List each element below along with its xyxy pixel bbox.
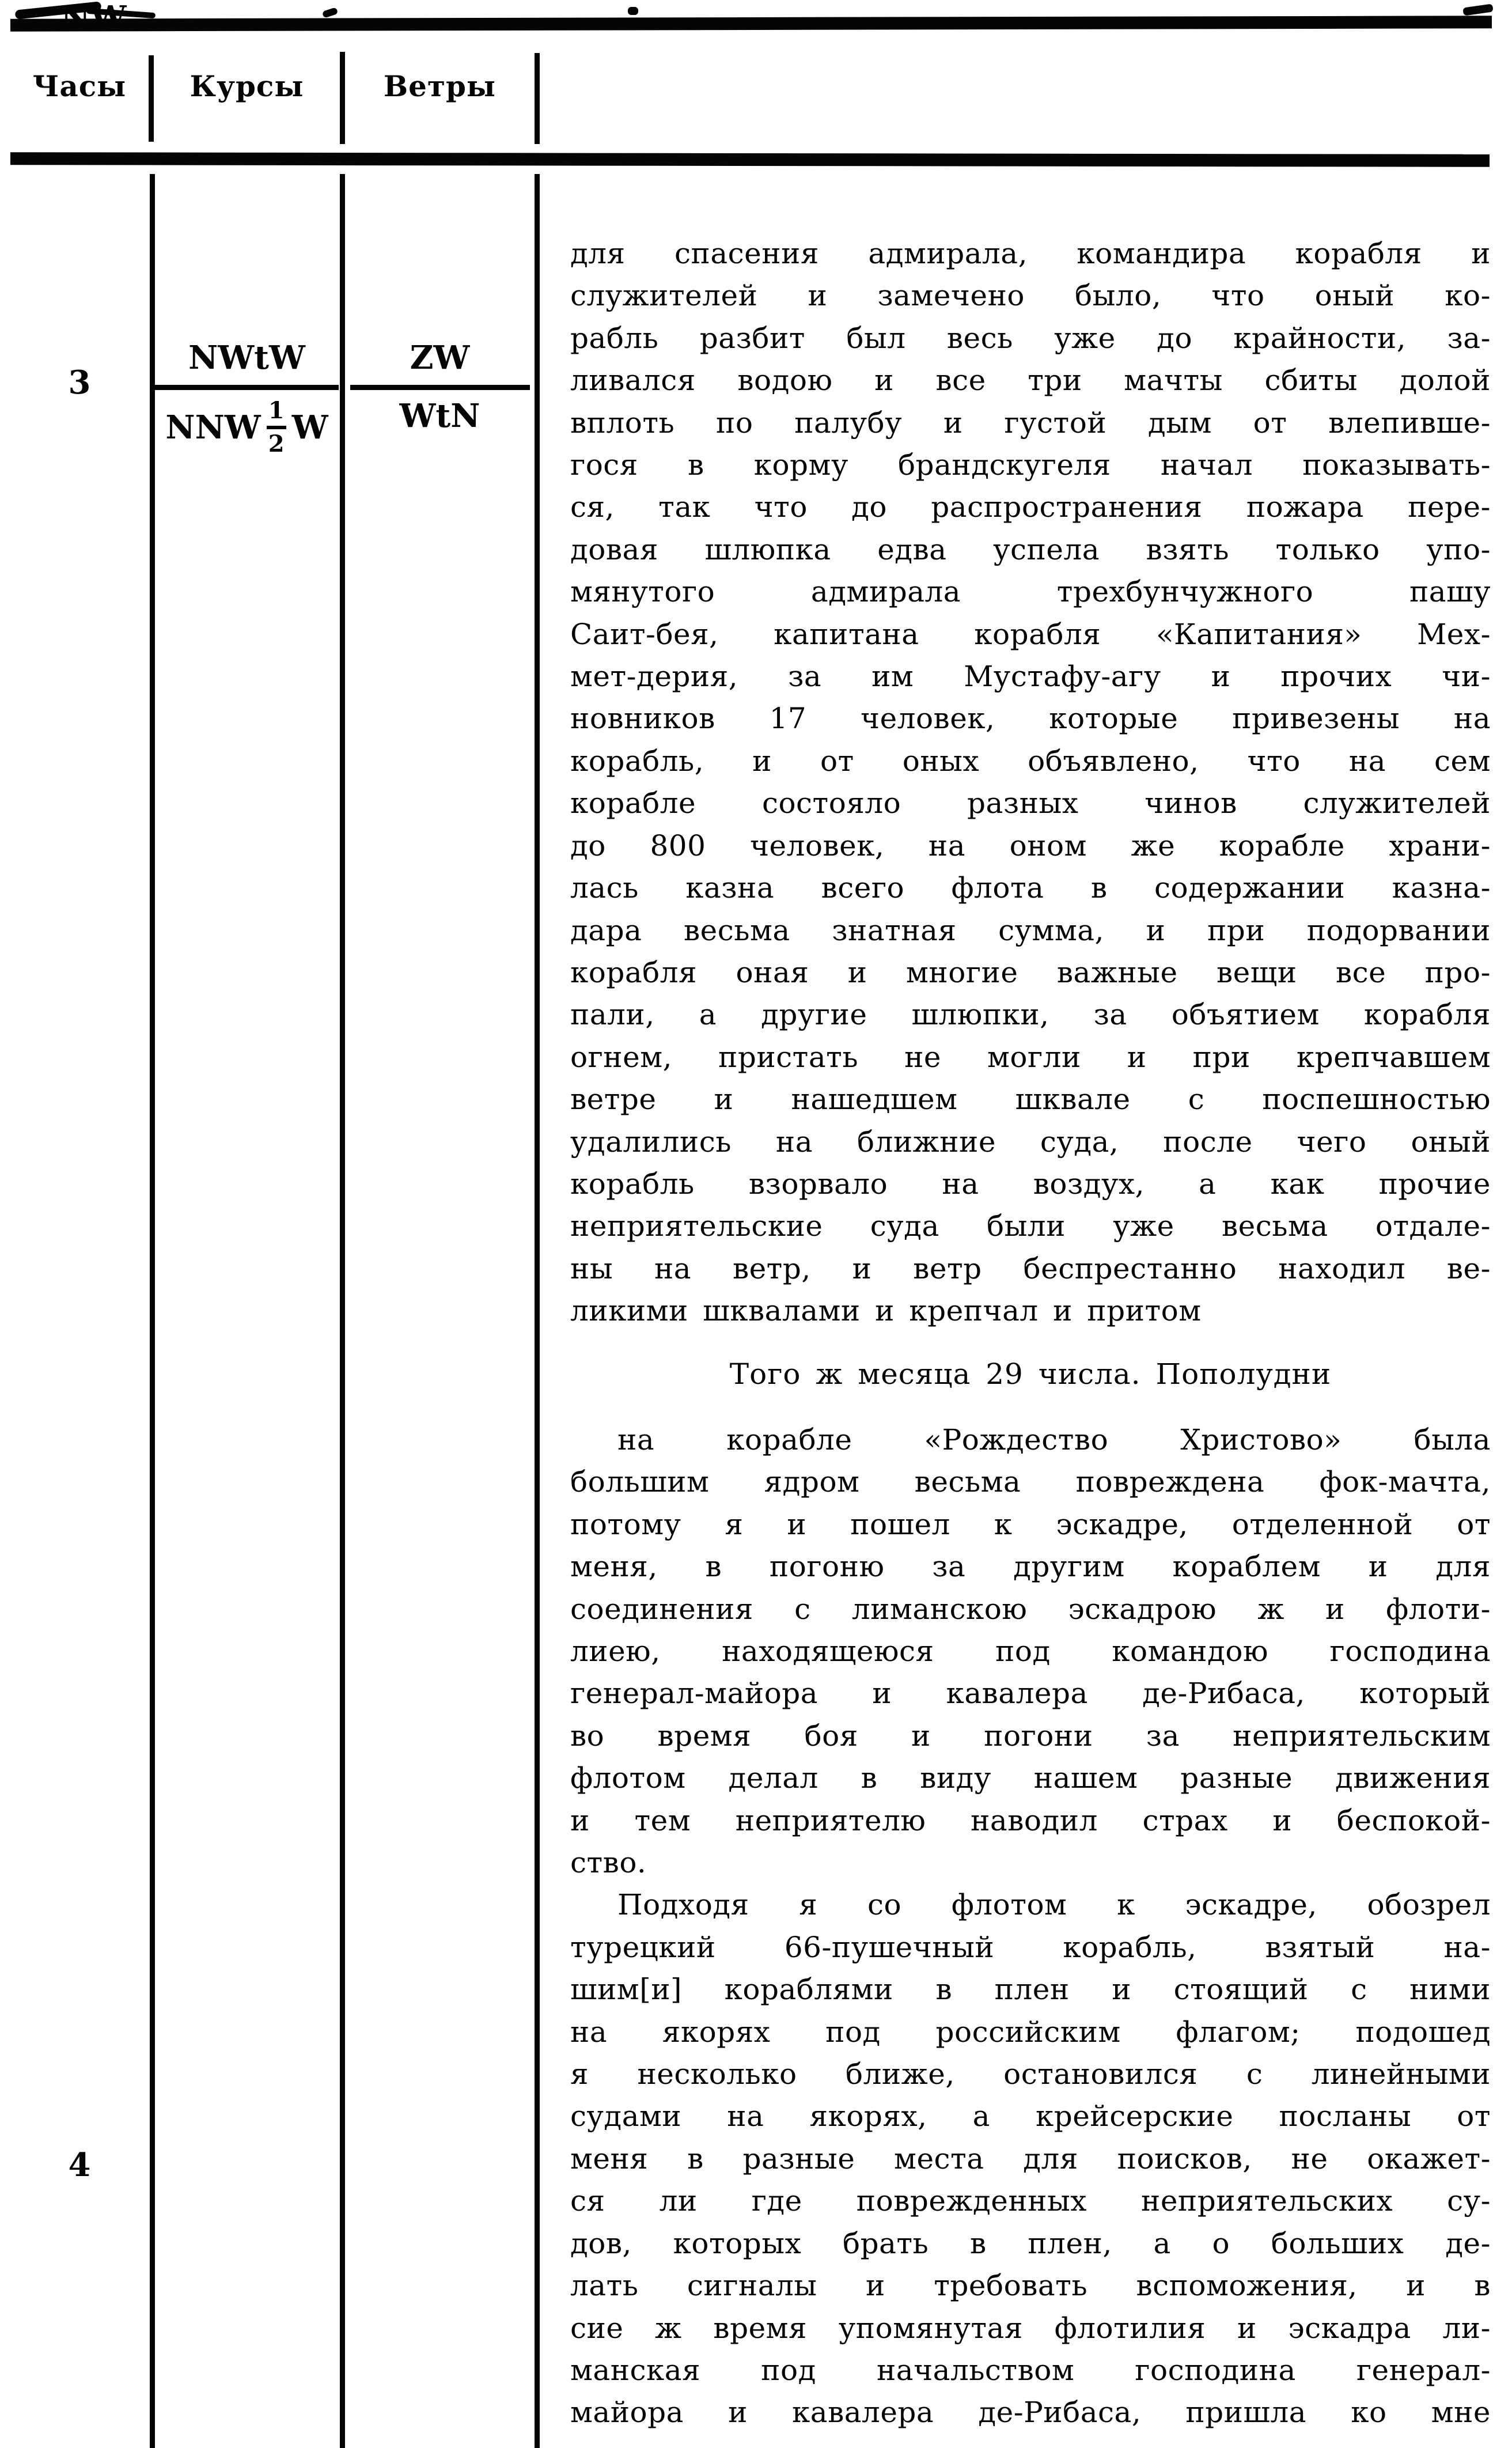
column-header-winds: Ветры: [383, 69, 497, 103]
text-line: для спасения адмирала, командира корабля и: [570, 237, 1491, 270]
text-line: вплоть по палубу и густой дым от влепивше-: [570, 406, 1491, 440]
text-line: корабля оная и многие важные вещи все про-: [570, 955, 1491, 989]
scan-artifact: [628, 7, 638, 15]
course-top-value: NWtW: [188, 339, 305, 377]
scan-artifact: [1462, 3, 1493, 16]
hour-value: 3: [68, 364, 91, 402]
text-line: турецкий 66-пушечный корабль, взятый на-: [570, 1930, 1491, 1964]
wind-bottom-value: WtN: [399, 397, 480, 435]
text-line: лиею, находящеюся под командою господина: [570, 1634, 1491, 1668]
course-fraction: [267, 398, 286, 457]
column-divider: [535, 53, 540, 144]
text-line: во время боя и погони за неприятельским: [570, 1719, 1491, 1753]
column-divider: [340, 52, 345, 144]
text-line: потому я и пошел к эскадре, отделенной от: [570, 1507, 1491, 1541]
text-line: огнем, пристать не могли и при крепчавшем: [570, 1040, 1491, 1074]
text-line: соединения с лиманскою эскадрою ж и флоти-: [570, 1592, 1491, 1626]
text-line: ликими шквалами и крепчал и притом: [570, 1294, 1202, 1328]
text-line: дов, которых брать в плен, а о больших де-: [570, 2226, 1491, 2260]
column-header-courses: Курсы: [190, 69, 304, 103]
text-line: шим[и] кораблями в плен и стоящий с ними: [570, 1973, 1491, 2007]
text-line: рабль разбит был весь уже до крайности, за-: [570, 321, 1491, 355]
text-line: лась казна всего флота в содержании казна-: [570, 871, 1491, 905]
text-line: манская под начальством господина генерал-: [570, 2353, 1491, 2387]
column-divider: [340, 174, 345, 2448]
text-line: Подходя я со флотом к эскадре, обозрел: [617, 1888, 1491, 1922]
fraction-bar: [267, 426, 286, 429]
column-divider: [150, 174, 155, 2448]
text-line: генерал-майора и кавалера де-Рибаса, который: [570, 1677, 1491, 1711]
column-divider: [535, 174, 540, 2448]
column-header-hours: Часы: [32, 69, 127, 103]
column-divider: [149, 55, 154, 142]
text-line: мет-дерия, за им Мустафу-агу и прочих чи-: [570, 660, 1491, 694]
text-line: и тем неприятелю наводил страх и беспокой-: [570, 1803, 1491, 1837]
text-line: ся ли где поврежденных неприятельских су-: [570, 2184, 1491, 2218]
text-line: майора и кавалера де-Рибаса, пришла ко мне: [570, 2396, 1491, 2430]
wind-top-value: ZW: [410, 339, 470, 377]
text-line: корабль, и от оных объявлено, что на сем: [570, 744, 1491, 778]
hour-value: 4: [68, 2146, 91, 2184]
wind-entry: [346, 340, 533, 434]
text-line: неприятельские суда были уже весьма отдале-: [570, 1209, 1491, 1243]
wind-divider-rule: [350, 385, 530, 390]
text-line: на корабле «Рождество Христово» была: [617, 1422, 1491, 1456]
top-rule: [10, 16, 1492, 31]
text-line: служителей и замечено было, что оный ко-: [570, 279, 1491, 313]
paragraph: [570, 1419, 1491, 1884]
text-line: мянутого адмирала трехбунчужного пашу: [570, 575, 1491, 609]
text-line: Саит-бея, капитана корабля «Капитания» Мех-: [570, 617, 1491, 651]
text-line: флотом делал в виду нашем разные движения: [570, 1761, 1491, 1795]
text-line: новников 17 человек, которые привезены на: [570, 702, 1491, 736]
header-bottom-rule: [10, 152, 1490, 167]
course-entry: [155, 339, 339, 457]
text-line: меня в разные места для поисков, не окажет-: [570, 2141, 1491, 2175]
section-heading: Того ж месяца 29 числа. Пополудни: [729, 1357, 1332, 1391]
course-bottom-prefix: NNW: [165, 408, 261, 447]
text-line: на якорях под российским флагом; подошед: [570, 2015, 1491, 2049]
text-line: я несколько ближе, остановился с линейными: [570, 2057, 1491, 2091]
text-line: дара весьма знатная сумма, и при подорвании: [570, 913, 1491, 947]
text-line: сие ж время упомянутая флотилия и эскадра ли-: [570, 2311, 1491, 2345]
text-line: корабле состояло разных чинов служителей: [570, 786, 1491, 820]
log-entry-text: [570, 233, 1491, 2434]
text-line: ны на ветр, и ветр беспрестанно находил ве-: [570, 1251, 1491, 1285]
course-divider-rule: [155, 385, 339, 390]
course-bottom-suffix: W: [291, 408, 328, 447]
text-line: до 800 человек, на оном же корабле храни-: [570, 828, 1491, 862]
course-bottom-value: [155, 397, 339, 457]
fraction-denominator: 2: [268, 430, 285, 457]
text-line: меня, в погоню за другим кораблем и для: [570, 1550, 1491, 1584]
paragraph: [570, 233, 1491, 1333]
paragraph: [570, 1884, 1491, 2434]
text-line: довая шлюпка едва успела взять только упо-: [570, 532, 1491, 566]
text-line: ство.: [570, 1846, 647, 1880]
text-line: ветре и нашедшем шквале с поспешностью: [570, 1083, 1491, 1117]
fraction-numerator: 1: [268, 397, 285, 424]
text-line: лать сигналы и требовать вспоможения, и в: [570, 2269, 1491, 2303]
text-line: судами на якорях, а крейсерские посланы от: [570, 2099, 1491, 2133]
text-line: ливался водою и все три мачты сбиты долой: [570, 364, 1491, 398]
text-line: удалились на ближние суда, после чего оный: [570, 1125, 1491, 1159]
scan-artifact: [322, 7, 338, 18]
text-line: корабль взорвало на воздух, а как прочие: [570, 1167, 1491, 1201]
text-line: пали, а другие шлюпки, за объятием корабля: [570, 998, 1491, 1032]
text-line: гося в корму брандскугеля начал показывать-: [570, 448, 1491, 482]
text-line: большим ядром весьма повреждена фок-мачта,: [570, 1465, 1491, 1499]
text-line: ся, так что до распространения пожара пере-: [570, 490, 1491, 524]
